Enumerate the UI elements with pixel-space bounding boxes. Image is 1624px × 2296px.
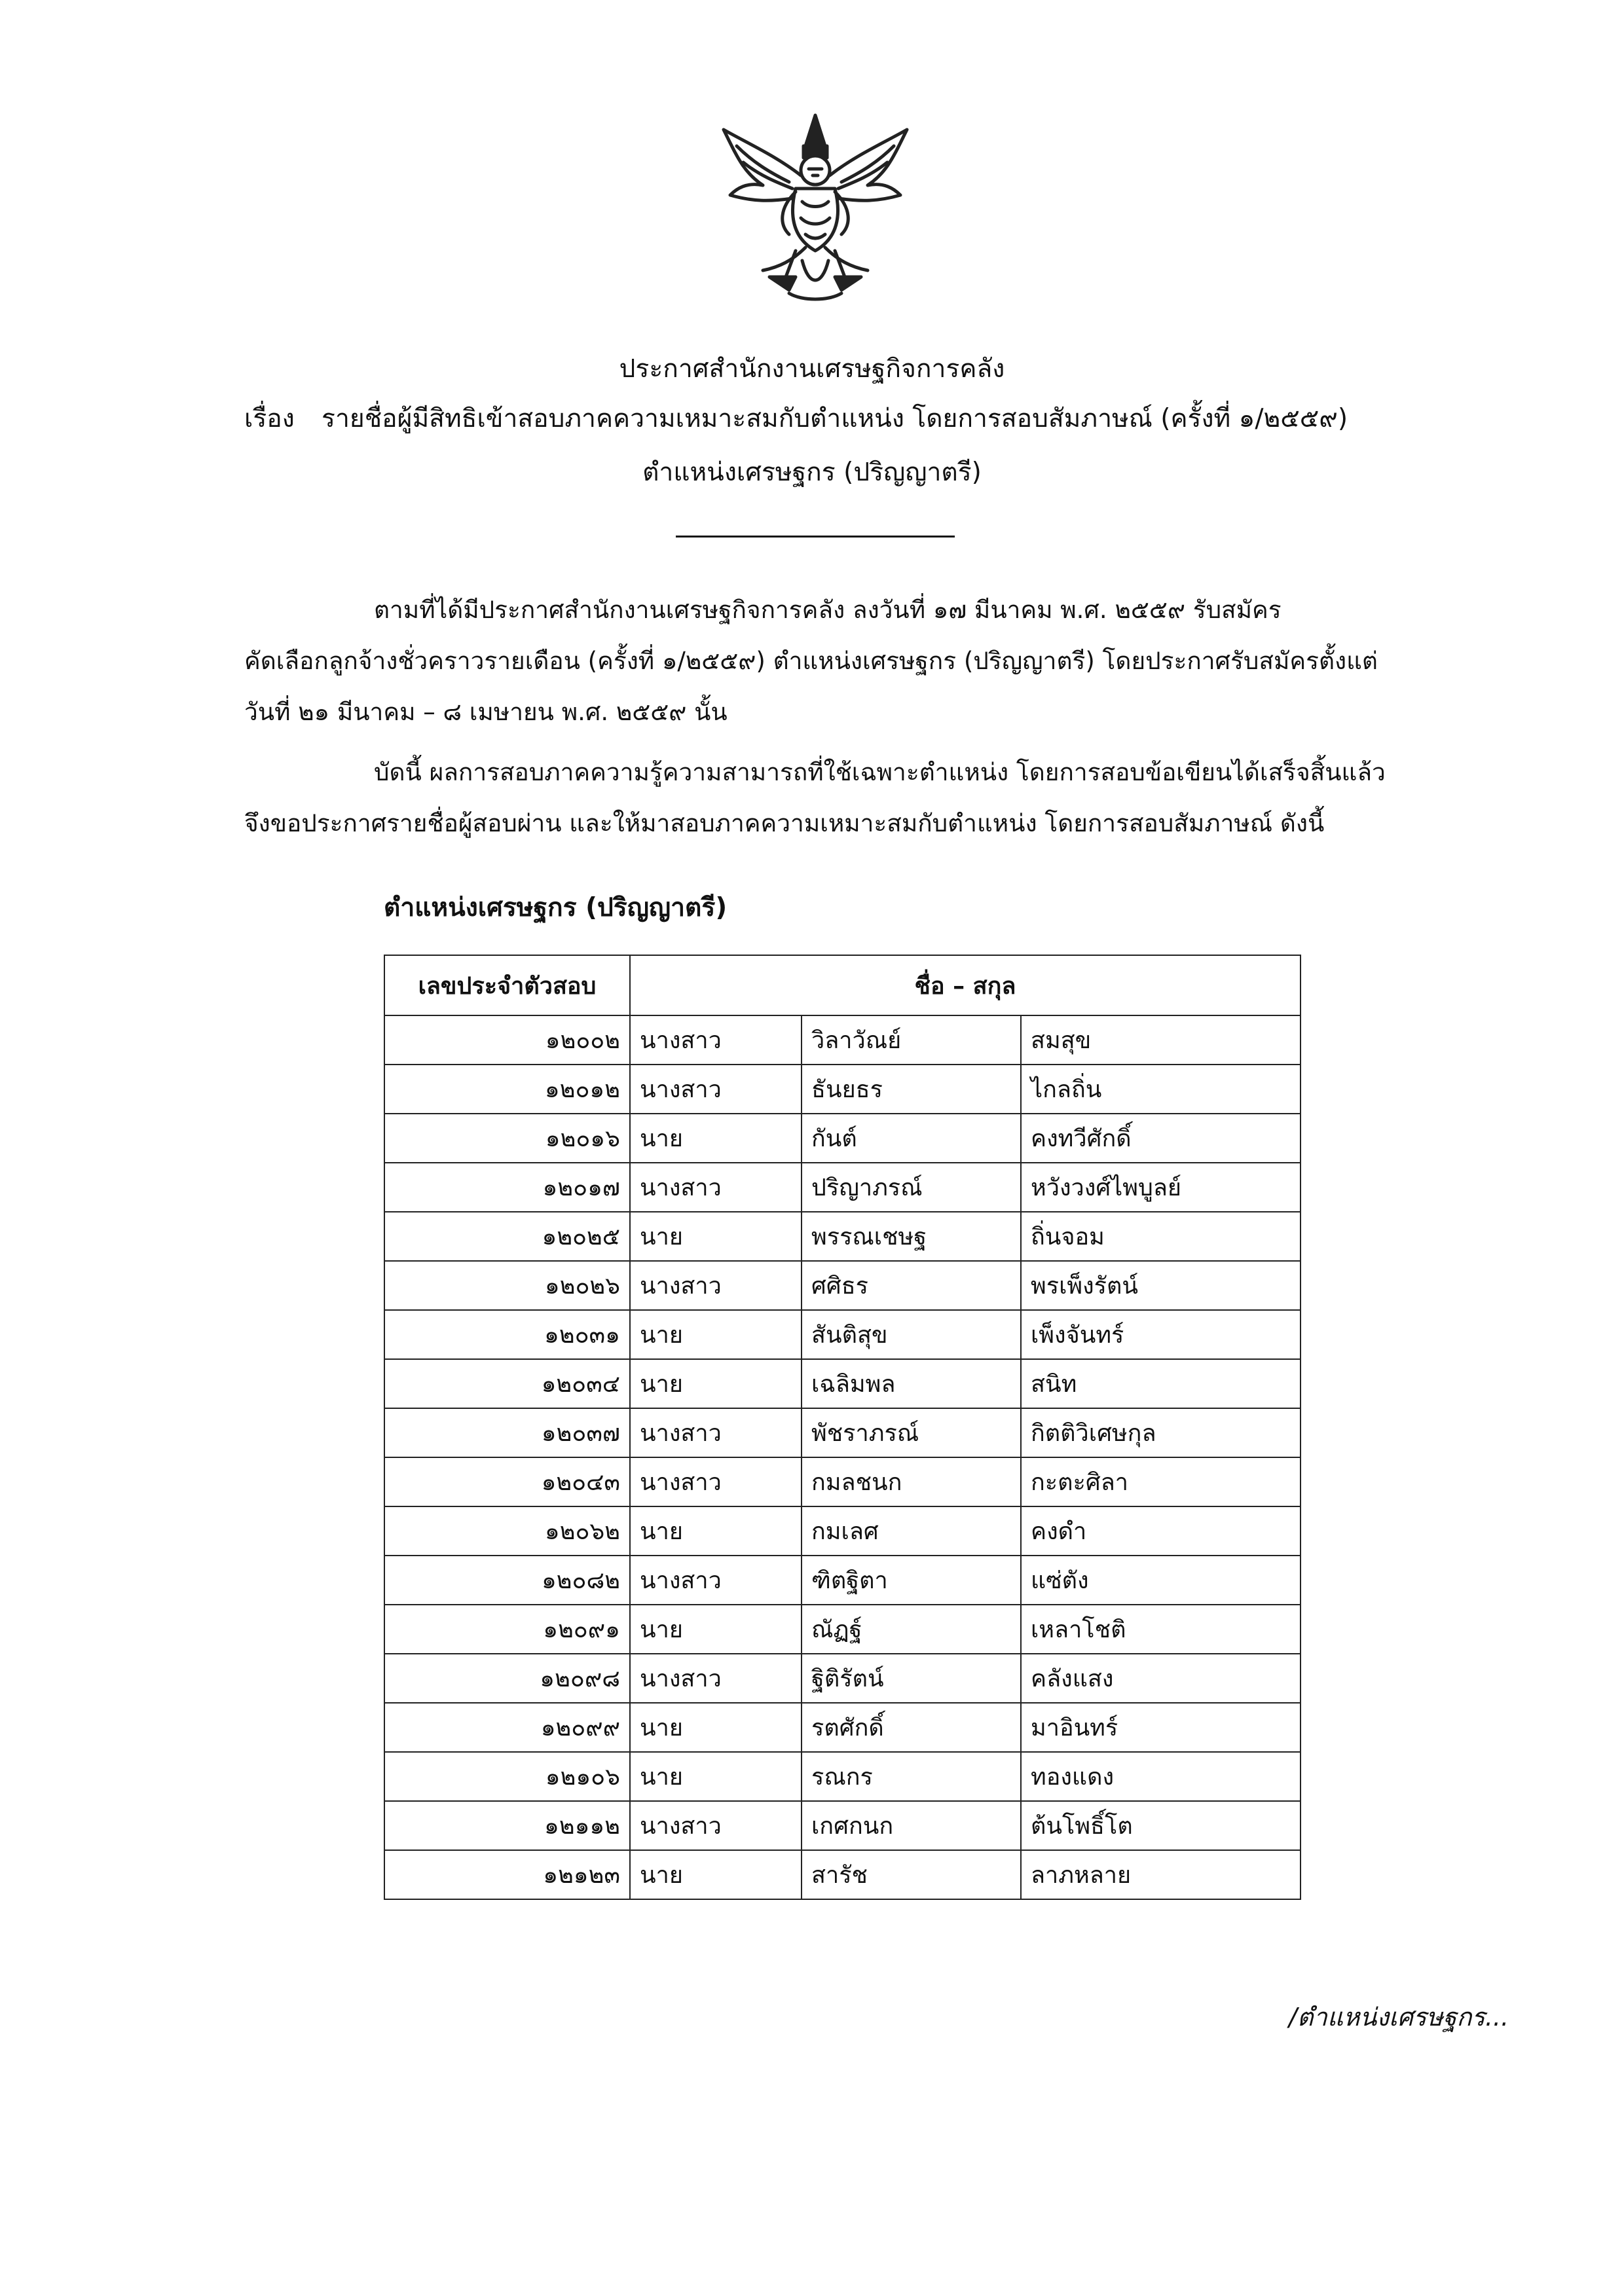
name-title-cell: นางสาว	[630, 1261, 802, 1310]
table-header-row	[384, 955, 1301, 1015]
table-row	[384, 1065, 1301, 1114]
continuation-note: /ตำแหน่งเศรษฐกร...	[1289, 2003, 1509, 2032]
name-title-cell: นาย	[630, 1850, 802, 1899]
last-name-cell: กิตติวิเศษกุล	[1021, 1408, 1301, 1457]
first-name-cell: รตศักดิ์	[802, 1703, 1021, 1752]
last-name-cell: คลังแสง	[1021, 1654, 1301, 1703]
first-name-cell: วิลาวัณย์	[802, 1015, 1021, 1065]
first-name-cell: ธันยธร	[802, 1065, 1021, 1114]
last-name-cell: แซ่ตัง	[1021, 1556, 1301, 1605]
first-name-cell: สารัช	[802, 1850, 1021, 1899]
table-row	[384, 1703, 1301, 1752]
exam-id-cell: ๑๒๐๐๒	[384, 1015, 630, 1065]
exam-id-cell: ๑๒๐๓๗	[384, 1408, 630, 1457]
announcement-title: ประกาศสำนักงานเศรษฐกิจการคลัง	[619, 354, 1005, 384]
table-row	[384, 1310, 1301, 1359]
table-row	[384, 1261, 1301, 1310]
first-name-cell: กันต์	[802, 1114, 1021, 1163]
exam-id-cell: ๑๒๐๙๙	[384, 1703, 630, 1752]
header-full-name: ชื่อ – สกุล	[630, 955, 1301, 1015]
table-row	[384, 1212, 1301, 1261]
exam-id-cell: ๑๒๐๙๘	[384, 1654, 630, 1703]
header-exam-id: เลขประจำตัวสอบ	[384, 955, 630, 1015]
table-row	[384, 1801, 1301, 1850]
table-row	[384, 1850, 1301, 1899]
first-name-cell: ณัฏฐ์	[802, 1605, 1021, 1654]
name-title-cell: นางสาว	[630, 1163, 802, 1212]
name-title-cell: นาย	[630, 1752, 802, 1801]
first-name-cell: สันติสุข	[802, 1310, 1021, 1359]
name-title-cell: นางสาว	[630, 1408, 802, 1457]
first-name-cell: เฉลิมพล	[802, 1359, 1021, 1408]
name-title-cell: นางสาว	[630, 1801, 802, 1850]
exam-id-cell: ๑๒๐๖๒	[384, 1506, 630, 1556]
exam-id-cell: ๑๒๐๒๖	[384, 1261, 630, 1310]
exam-id-cell: ๑๒๐๘๒	[384, 1556, 630, 1605]
last-name-cell: ทองแดง	[1021, 1752, 1301, 1801]
last-name-cell: หวังวงศ์ไพบูลย์	[1021, 1163, 1301, 1212]
first-name-cell: กมลชนก	[802, 1457, 1021, 1506]
table-row	[384, 1015, 1301, 1065]
candidate-table	[384, 955, 1301, 1900]
exam-id-cell: ๑๒๐๒๕	[384, 1212, 630, 1261]
subject-label: เรื่อง	[244, 404, 295, 433]
exam-id-cell: ๑๒๐๓๔	[384, 1359, 630, 1408]
section-title: ตำแหน่งเศรษฐกร (ปริญญาตรี)	[384, 893, 728, 922]
garuda-emblem-icon	[717, 110, 913, 306]
name-title-cell: นาย	[630, 1506, 802, 1556]
exam-id-cell: ๑๒๐๑๒	[384, 1065, 630, 1114]
name-title-cell: นาย	[630, 1605, 802, 1654]
name-title-cell: นางสาว	[630, 1065, 802, 1114]
exam-id-cell: ๑๒๐๑๖	[384, 1114, 630, 1163]
exam-id-cell: ๑๒๑๒๓	[384, 1850, 630, 1899]
last-name-cell: ไกลถิ่น	[1021, 1065, 1301, 1114]
first-name-cell: ปริญาภรณ์	[802, 1163, 1021, 1212]
first-name-cell: เกศกนก	[802, 1801, 1021, 1850]
paragraph-1-line-1: ตามที่ได้มีประกาศสำนักงานเศรษฐกิจการคลัง ลงวันที่ ๑๗ มีนาคม พ.ศ. ๒๕๕๙ รับสมัคร	[374, 596, 1282, 624]
name-title-cell: นางสาว	[630, 1457, 802, 1506]
announcement-subject	[244, 398, 1348, 439]
last-name-cell: ถิ่นจอม	[1021, 1212, 1301, 1261]
exam-id-cell: ๑๒๐๑๗	[384, 1163, 630, 1212]
name-title-cell: นาย	[630, 1359, 802, 1408]
paragraph-1-line-3: วันที่ ๒๑ มีนาคม – ๘ เมษายน พ.ศ. ๒๕๕๙ นั้น	[244, 698, 728, 726]
exam-id-cell: ๑๒๐๓๑	[384, 1310, 630, 1359]
name-title-cell: นาย	[630, 1212, 802, 1261]
table-row	[384, 1457, 1301, 1506]
exam-id-cell: ๑๒๑๑๒	[384, 1801, 630, 1850]
table-row	[384, 1605, 1301, 1654]
table-row	[384, 1654, 1301, 1703]
name-title-cell: นาย	[630, 1310, 802, 1359]
first-name-cell: พัชราภรณ์	[802, 1408, 1021, 1457]
last-name-cell: สมสุข	[1021, 1015, 1301, 1065]
name-title-cell: นางสาว	[630, 1654, 802, 1703]
exam-id-cell: ๑๒๑๐๖	[384, 1752, 630, 1801]
garuda-emblem	[717, 110, 913, 306]
header-divider	[676, 536, 955, 538]
name-title-cell: นาย	[630, 1114, 802, 1163]
table-row	[384, 1163, 1301, 1212]
table-row	[384, 1752, 1301, 1801]
name-title-cell: นาย	[630, 1703, 802, 1752]
table-body	[384, 1015, 1301, 1899]
first-name-cell: ฐิติรัตน์	[802, 1654, 1021, 1703]
position-title: ตำแหน่งเศรษฐกร (ปริญญาตรี)	[642, 458, 982, 487]
table-row	[384, 1114, 1301, 1163]
first-name-cell: กมเลศ	[802, 1506, 1021, 1556]
table-row	[384, 1506, 1301, 1556]
table-row	[384, 1359, 1301, 1408]
last-name-cell: สนิท	[1021, 1359, 1301, 1408]
first-name-cell: ฑิตฐิตา	[802, 1556, 1021, 1605]
first-name-cell: รณกร	[802, 1752, 1021, 1801]
last-name-cell: คงทวีศักดิ์	[1021, 1114, 1301, 1163]
paragraph-1-line-2: คัดเลือกลูกจ้างชั่วคราวรายเดือน (ครั้งที่ ๑/๒๕๕๙) ตำแหน่งเศรษฐกร (ปริญญาตรี) โดยประกาศรับสมัครตั้งแต่	[244, 647, 1378, 675]
exam-id-cell: ๑๒๐๔๓	[384, 1457, 630, 1506]
last-name-cell: ลาภหลาย	[1021, 1850, 1301, 1899]
last-name-cell: พรเพ็งรัตน์	[1021, 1261, 1301, 1310]
last-name-cell: เพ็งจันทร์	[1021, 1310, 1301, 1359]
table-row	[384, 1556, 1301, 1605]
exam-id-cell: ๑๒๐๙๑	[384, 1605, 630, 1654]
last-name-cell: กะตะศิลา	[1021, 1457, 1301, 1506]
paragraph-2-line-2: จึงขอประกาศรายชื่อผู้สอบผ่าน และให้มาสอบภาคความเหมาะสมกับตำแหน่ง โดยการสอบสัมภาษณ์ ดังนี้	[244, 809, 1325, 837]
last-name-cell: มาอินทร์	[1021, 1703, 1301, 1752]
last-name-cell: คงดำ	[1021, 1506, 1301, 1556]
first-name-cell: พรรณเชษฐ	[802, 1212, 1021, 1261]
name-title-cell: นางสาว	[630, 1556, 802, 1605]
subject-text: รายชื่อผู้มีสิทธิเข้าสอบภาคความเหมาะสมกับตำแหน่ง โดยการสอบสัมภาษณ์ (ครั้งที่ ๑/๒๕๕๙)	[322, 404, 1348, 433]
last-name-cell: ต้นโพธิ์โต	[1021, 1801, 1301, 1850]
first-name-cell: ศศิธร	[802, 1261, 1021, 1310]
paragraph-2-line-1: บัดนี้ ผลการสอบภาคความรู้ความสามารถที่ใช้เฉพาะตำแหน่ง โดยการสอบข้อเขียนได้เสร็จสิ้นแล้ว	[374, 758, 1386, 786]
table-row	[384, 1408, 1301, 1457]
name-title-cell: นางสาว	[630, 1015, 802, 1065]
last-name-cell: เหลาโชติ	[1021, 1605, 1301, 1654]
